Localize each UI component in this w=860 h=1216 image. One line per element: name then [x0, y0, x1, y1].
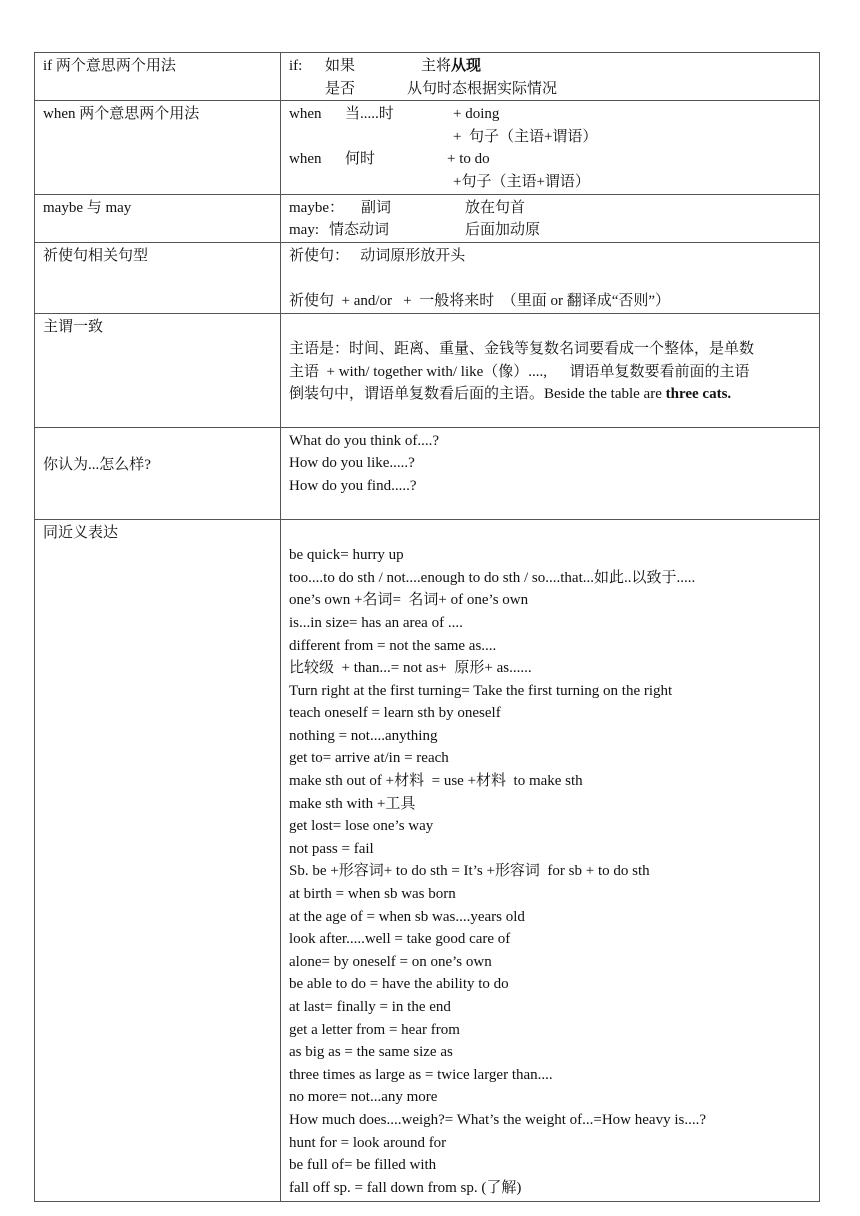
row-label-agreement: 主谓一致 — [35, 313, 281, 427]
list-item: too....to do sth / not....enough to do sth / so....that...如此..以致于..... — [289, 569, 696, 586]
table-row — [35, 313, 820, 427]
line-part: + to do — [447, 151, 490, 168]
list-item: as big as = the same size as — [289, 1044, 453, 1061]
line-part: 从句时态根据实际情况 — [407, 80, 558, 97]
line-part: 如果 — [325, 58, 356, 74]
list-item: look after.....well = take good care of — [289, 931, 511, 948]
table-row — [35, 242, 820, 313]
content-line: 祈使句 + and/or + 一般将来时 （里面 or 翻译成“否则”） — [289, 292, 671, 309]
line-part: 副词 — [361, 199, 392, 216]
row-content-when — [281, 101, 820, 194]
list-item: at birth = when sb was born — [289, 886, 456, 903]
list-item: not pass = fail — [289, 840, 374, 857]
content-line — [289, 126, 811, 149]
table-row — [35, 194, 820, 242]
row-label-synonyms: 同近义表达 — [35, 519, 281, 1202]
list-item: at the age of = when sb was....years old — [289, 908, 525, 925]
line-part: 主将 — [421, 58, 452, 74]
list-item: nothing = not....anything — [289, 727, 438, 744]
line-part: 倒装句中，谓语单复数看后面的主语。Beside the table are — [289, 386, 666, 403]
line-part: + doing — [453, 106, 500, 123]
row-label-if: if 两个意思两个用法 — [35, 53, 281, 101]
content-line: How do you like.....? — [289, 455, 415, 472]
table-row — [35, 53, 820, 101]
row-content-imperative — [281, 242, 820, 313]
list-item: get lost= lose one’s way — [289, 818, 434, 835]
list-item: teach oneself = learn sth by oneself — [289, 705, 501, 722]
list-item: Sb. be +形容词+ to do sth = It’s +形容词 for sb + to do sth — [289, 863, 650, 880]
list-item: at last= finally = in the end — [289, 999, 451, 1015]
list-item: make sth out of +材料 = use +材料 to make sth — [289, 773, 583, 790]
blank-line — [289, 267, 811, 290]
row-label-maybe: maybe 与 may — [35, 194, 281, 242]
content-line: 主语是：时间、距离、重量、金钱等复数名词要看成一个整体，是单数 — [289, 341, 755, 358]
table-row — [35, 427, 820, 519]
list-item: no more= not...any more — [289, 1089, 438, 1106]
content-line: 主语 + with/ together with/ like（像）...., 谓语单复数要看前面的主语 — [289, 363, 750, 380]
table-row — [35, 101, 820, 194]
content-line — [289, 219, 811, 242]
blank-line — [289, 522, 811, 545]
content-line — [289, 197, 811, 220]
list-item: be full of= be filled with — [289, 1157, 437, 1174]
content-line — [289, 148, 811, 171]
content-line: What do you think of....? — [289, 432, 439, 449]
row-content-maybe — [281, 194, 820, 242]
row-content-agreement — [281, 313, 820, 427]
list-item: get to= arrive at/in = reach — [289, 750, 449, 767]
row-label-when: when 两个意思两个用法 — [35, 101, 281, 194]
label-text: 你认为...怎么样? — [43, 456, 151, 473]
row-content-if — [281, 53, 820, 101]
line-part: if: — [289, 58, 303, 74]
content-line — [289, 55, 811, 78]
list-item: alone= by oneself = on one’s own — [289, 953, 492, 970]
list-item: hunt for = look around for — [289, 1134, 447, 1151]
line-part: +句子（主语+谓语） — [453, 173, 590, 190]
content-line — [289, 103, 811, 126]
row-label-imperative: 祈使句相关句型 — [35, 242, 281, 313]
line-part: + 句子（主语+谓语） — [453, 128, 598, 145]
content-line: 祈使句： 动词原形放开头 — [289, 247, 466, 264]
list-item: fall off sp. = fall down from sp. (了解) — [289, 1179, 522, 1196]
line-part: 当.....时 — [345, 106, 394, 123]
blank-line — [289, 316, 811, 339]
row-content-synonyms — [281, 519, 820, 1202]
line-part: 情态动词 — [329, 222, 390, 239]
line-part: 是否 — [325, 80, 356, 97]
list-item: be able to do = have the ability to do — [289, 976, 509, 993]
list-item: one’s own +名词= 名词+ of one’s own — [289, 592, 529, 609]
content-line — [289, 171, 811, 194]
list-item: get a letter from = hear from — [289, 1021, 460, 1038]
bold-text: 从现 — [451, 58, 482, 74]
list-item: is...in size= has an area of .... — [289, 614, 463, 631]
line-part: 后面加动原 — [465, 222, 541, 239]
list-item: 比较级 + than...= not as+ 原形+ as...... — [289, 660, 532, 677]
row-label-opinion — [35, 427, 281, 519]
bold-text: three cats. — [665, 386, 732, 403]
notes-table — [34, 52, 820, 1202]
content-line — [289, 78, 811, 101]
content-line: How do you find.....? — [289, 477, 417, 494]
list-item: be quick= hurry up — [289, 547, 404, 564]
table-row — [35, 519, 820, 1202]
row-content-opinion — [281, 427, 820, 519]
list-item: Turn right at the first turning= Take the first turning on the right — [289, 682, 673, 699]
line-part: 何时 — [345, 151, 376, 168]
line-part: 放在句首 — [465, 199, 526, 216]
line-part: when — [289, 106, 322, 123]
list-item: How much does....weigh?= What’s the weight of...=How heavy is....? — [289, 1111, 706, 1128]
line-part: when — [289, 151, 322, 168]
list-item: make sth with +工具 — [289, 795, 416, 812]
content-line — [289, 383, 811, 406]
list-item: three times as large as = twice larger than.... — [289, 1066, 553, 1083]
list-item: different from = not the same as.... — [289, 637, 497, 654]
line-part: maybe： — [289, 199, 344, 216]
line-part: may: — [289, 222, 319, 239]
